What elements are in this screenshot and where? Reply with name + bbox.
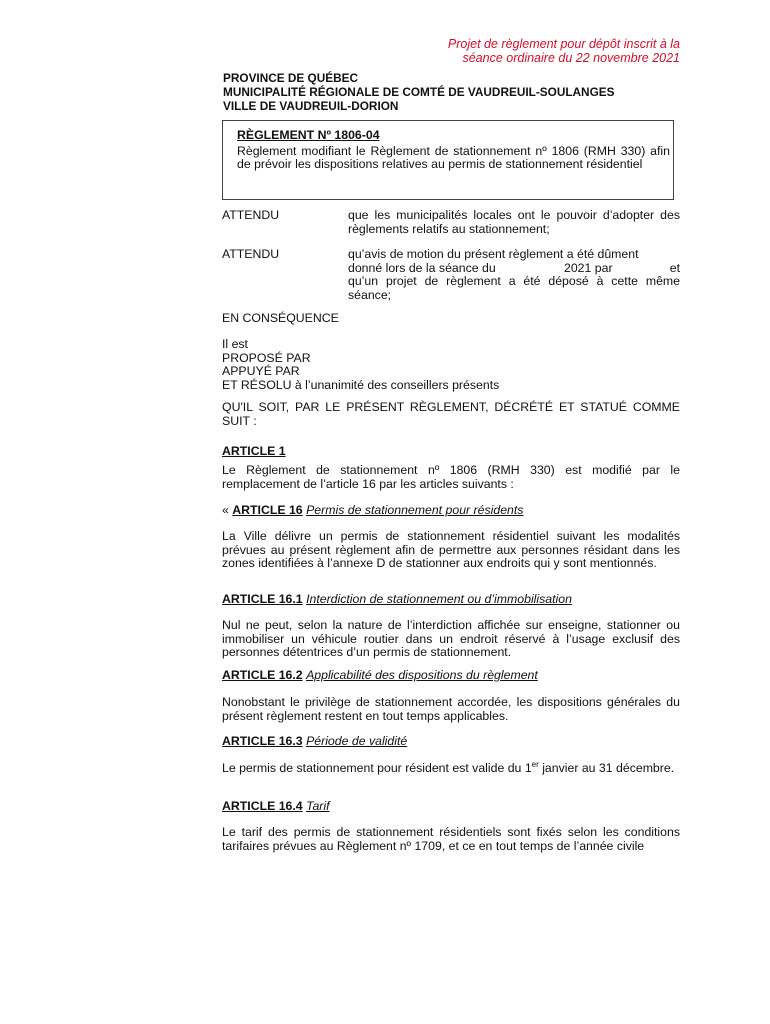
reglement-box: [222, 120, 674, 200]
article-1-heading: [222, 445, 680, 459]
article-16-1-title: ARTICLE 16.1: [222, 592, 303, 606]
article-16-2-text: Nonobstant le privilège de stationnement accordée, les dispositions générales du présent règlement restent en tout temps applicables.: [222, 695, 680, 723]
article-16-3-text-a: Le permis de stationnement pour résident est valide du 1: [222, 761, 532, 775]
article-16-2-title: ARTICLE 16.2: [222, 668, 303, 682]
attendu-text-1: que les municipalités locales ont le pouvoir d’adopter des règlements relatifs au stationnement;: [348, 208, 680, 236]
article-16-3-heading: [222, 735, 680, 749]
article-16-3-sup: er: [531, 759, 539, 769]
header-province: PROVINCE DE QUÉBEC: [223, 71, 359, 85]
article-16-3-text: [222, 759, 680, 776]
consequence: EN CONSÉQUENCE: [222, 311, 339, 325]
article-16-4-heading: [222, 800, 680, 814]
document-header: [223, 71, 615, 113]
article-16-quote: «: [222, 503, 233, 517]
attendu-2-line-3: qu’un projet de règlement a été déposé à cette même séance;: [348, 274, 680, 302]
article-16-text: La Ville délivre un permis de stationnement résidentiel suivant les modalités prévues au présent règlement afin de permettre aux personnes résidant dans les zones identifiées à l’annexe D de stationner aux endroits qui y sont mentionnés.: [222, 529, 680, 571]
proposition-block: [222, 338, 680, 392]
proposition-line-3: APPUYÉ PAR: [222, 364, 300, 379]
article-16-2-heading: [222, 669, 680, 683]
draft-note: [340, 37, 680, 65]
reglement-title: RÈGLEMENT Nº 1806-04: [237, 128, 380, 142]
attendu-text-2: [348, 248, 680, 302]
article-16-1-subtitle: Interdiction de stationnement ou d’immobilisation: [306, 592, 572, 606]
reglement-description: Règlement modifiant le Règlement de stationnement nº 1806 (RMH 330) afin de prévoir les dispositions relatives au permis de stationnement résidentiel: [237, 143, 670, 172]
header-mrc: MUNICIPALITÉ RÉGIONALE DE COMTÉ DE VAUDREUIL-SOULANGES: [223, 85, 615, 99]
article-16-4-subtitle: Tarif: [306, 799, 330, 813]
decree: QU'IL SOIT, PAR LE PRÉSENT RÈGLEMENT, DÉCRÉTÉ ET STATUÉ COMME SUIT :: [222, 400, 680, 428]
article-16-3-subtitle: Période de validité: [306, 734, 408, 748]
article-1-title: ARTICLE 1: [222, 444, 286, 458]
article-16-4-text: Le tarif des permis de stationnement résidentiels sont fixés selon les conditions tarifaires prévues au Règlement nº 1709, et ce en tout temps de l’année civile: [222, 825, 680, 853]
article-16-1-heading: [222, 593, 680, 607]
attendu-2-et: et: [669, 260, 680, 275]
article-16-3-text-b: janvier au 31 décembre.: [538, 761, 675, 775]
article-16-subtitle: Permis de stationnement pour résidents: [306, 503, 524, 517]
article-16-title: ARTICLE 16: [232, 503, 303, 517]
draft-note-line-2: séance ordinaire du 22 novembre 2021: [462, 51, 680, 65]
article-16-4-title: ARTICLE 16.4: [222, 799, 303, 813]
attendu-2-seance: donné lors de la séance du: [348, 260, 496, 275]
attendu-2-year: 2021 par: [564, 260, 613, 275]
article-16-heading: [222, 504, 680, 518]
proposition-line-4: ET RÉSOLU à l’unanimité des conseillers présents: [222, 377, 500, 392]
proposition-line-1: Il est: [222, 337, 248, 351]
draft-note-line-1: Projet de règlement pour dépôt inscrit à la: [447, 37, 680, 51]
proposition-line-2: PROPOSÉ PAR: [222, 350, 311, 365]
attendu-label-2: ATTENDU: [222, 247, 280, 261]
attendu-2-line-2: [348, 262, 680, 276]
article-1-text: Le Règlement de stationnement nº 1806 (RMH 330) est modifié par le remplacement de l’article 16 par les articles suivants :: [222, 463, 680, 491]
article-16-1-text: Nul ne peut, selon la nature de l’interdiction affichée sur enseigne, stationner ou immobiliser un véhicule routier dans un endroit réservé à l’usage exclusif des personnes détentrices d’un permis de stationnement.: [222, 618, 680, 660]
attendu-2-line-1: qu’avis de motion du présent règlement a été dûment: [348, 247, 639, 261]
article-16-3-title: ARTICLE 16.3: [222, 734, 303, 748]
attendu-label-1: ATTENDU: [222, 208, 280, 222]
header-ville: VILLE DE VAUDREUIL-DORION: [223, 99, 399, 113]
article-16-2-subtitle: Applicabilité des dispositions du règlement: [306, 668, 538, 682]
